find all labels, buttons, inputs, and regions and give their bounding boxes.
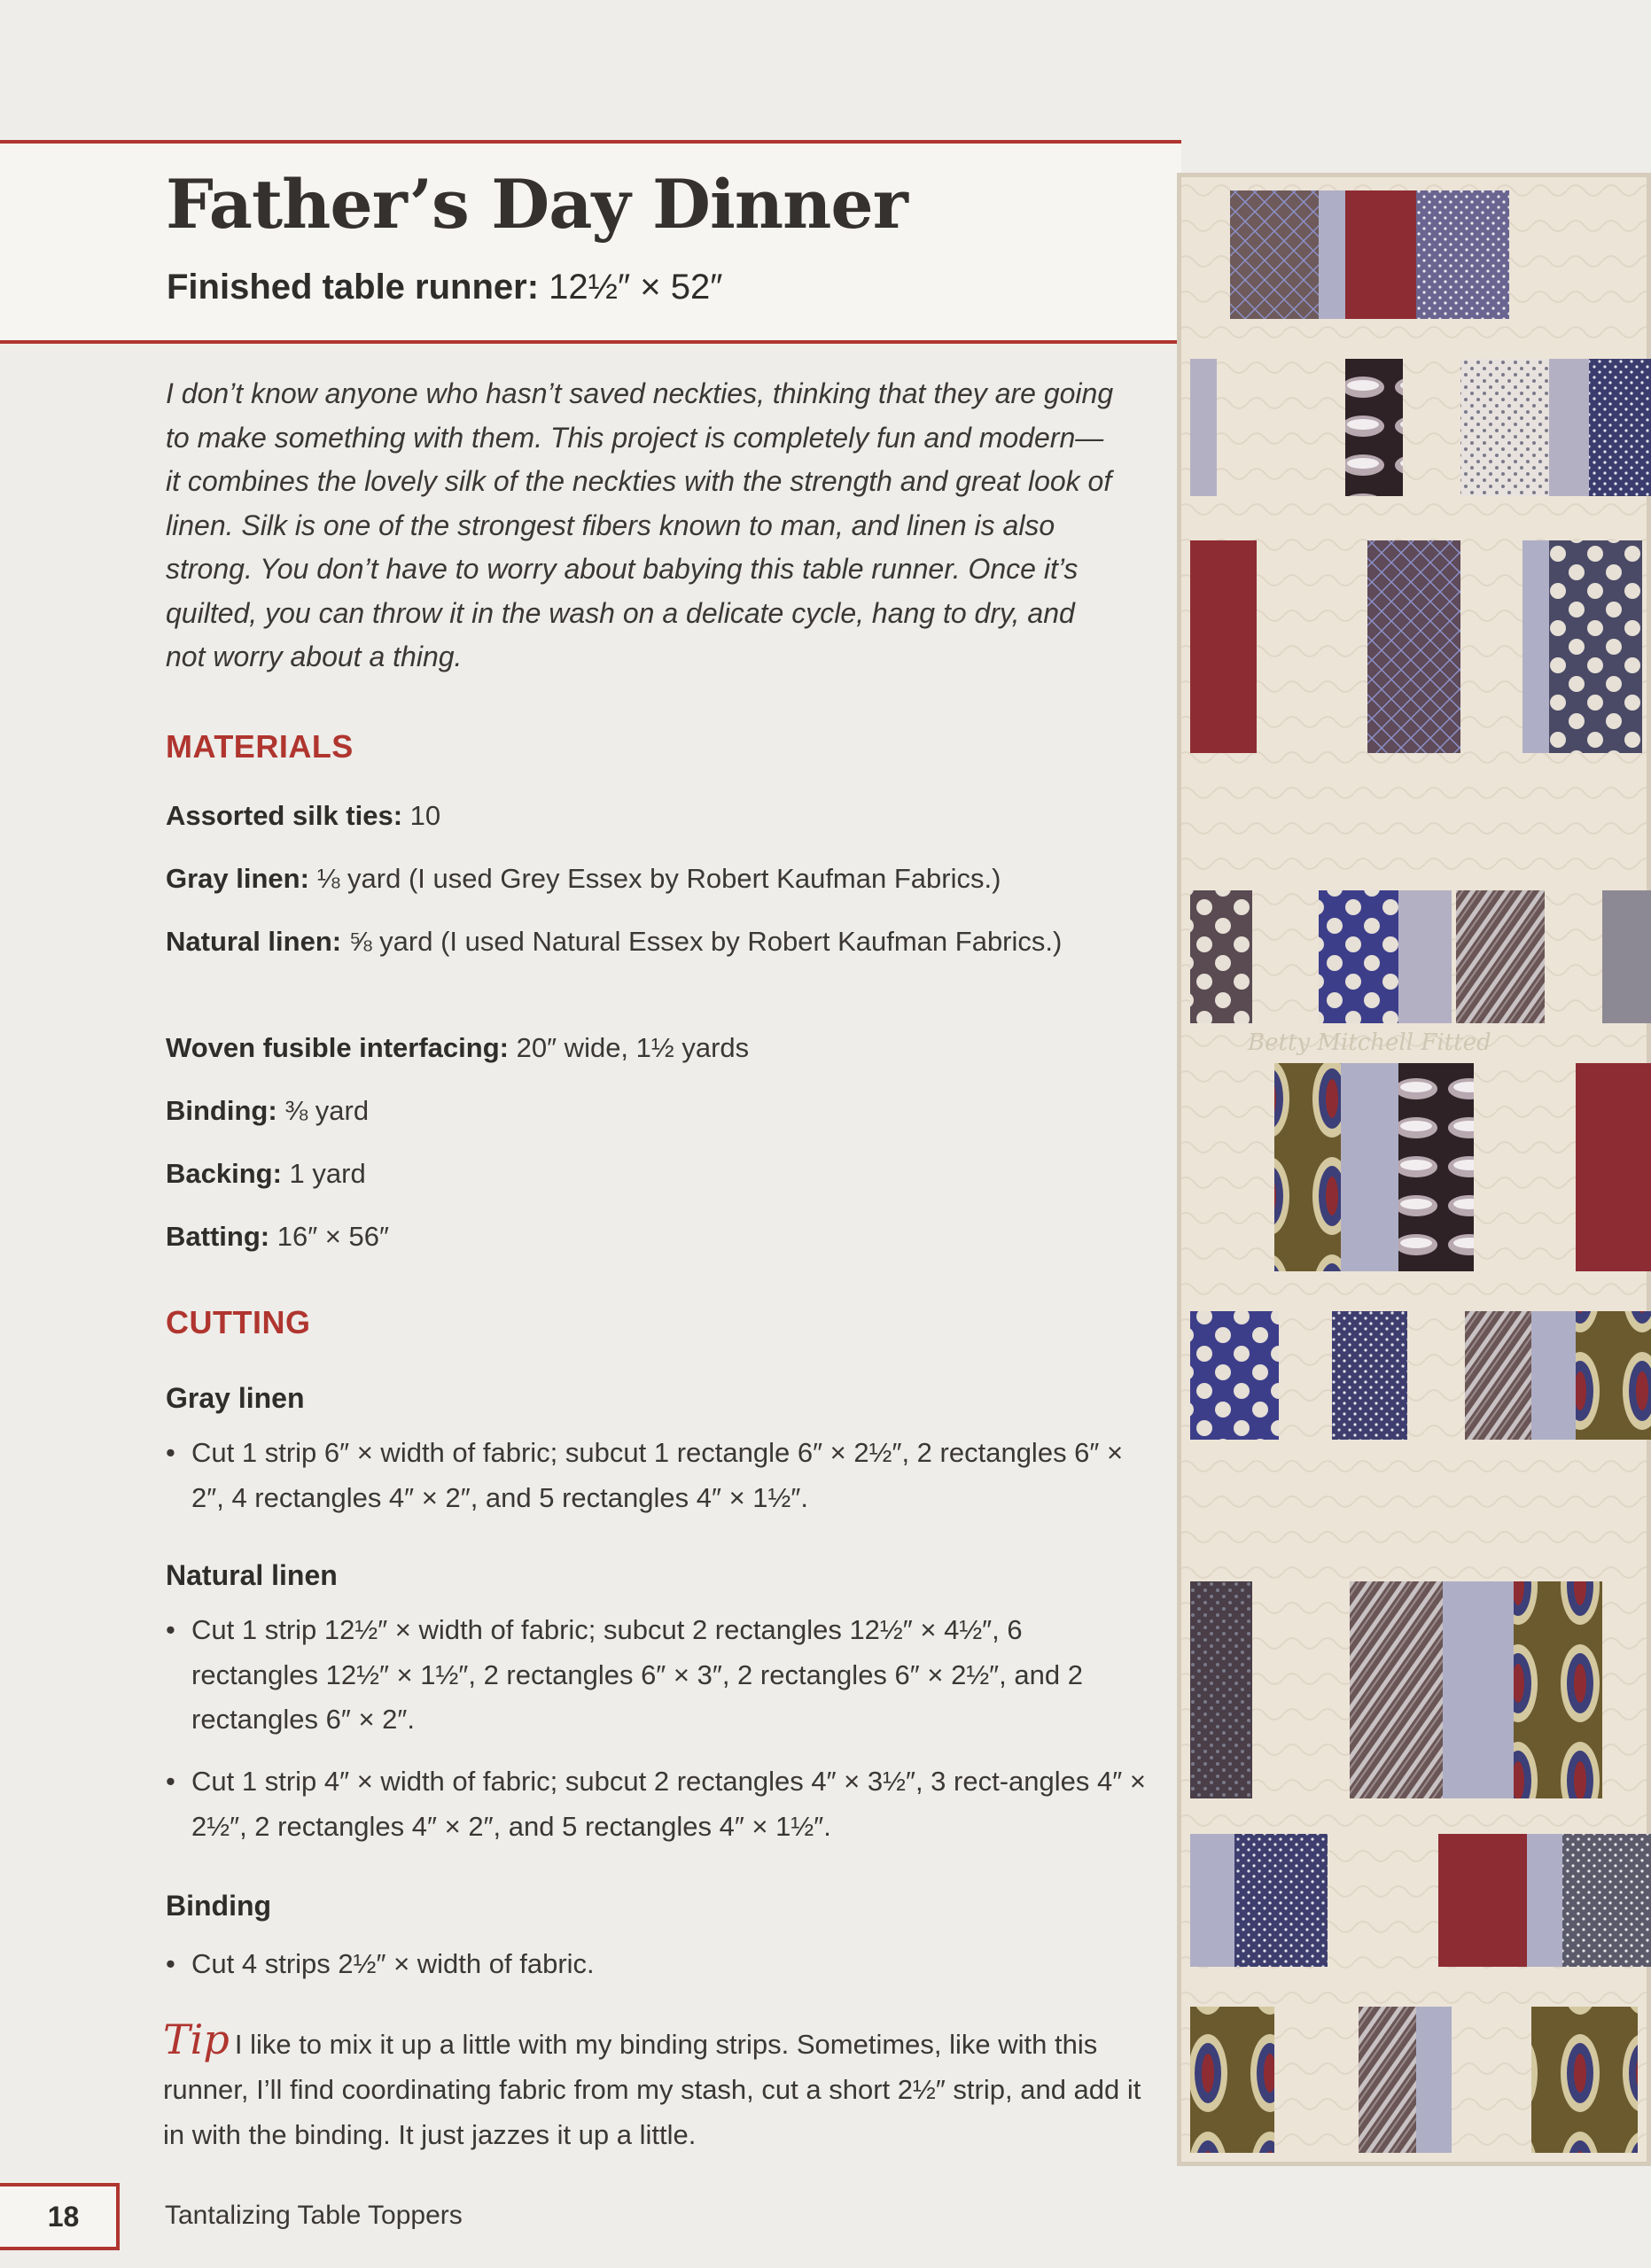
material-label: Gray linen:	[166, 863, 309, 894]
materials-heading: MATERIALS	[166, 728, 354, 765]
page-number: 18	[47, 2200, 80, 2233]
quilt-signature: Betty Mitchell Fitted	[1248, 1029, 1491, 1056]
material-item	[166, 1151, 1141, 1197]
material-label: Binding:	[166, 1095, 277, 1126]
finished-size-value: 12½″ × 52″	[549, 268, 723, 307]
material-label: Woven fusible interfacing:	[166, 1032, 509, 1063]
bullet-dot: •	[166, 1948, 175, 1979]
material-item	[166, 793, 1141, 839]
cutting-bullet	[166, 1759, 1149, 1849]
tip-text: I like to mix it up a little with my binding strips. Sometimes, like with this runner, I’ll find coordinating fabric from my stash, cut a short 2½″ strip, and add it in with the binding. It just jazzes it up a little.	[163, 2029, 1141, 2150]
quilt-row	[1190, 1581, 1602, 1798]
material-item	[166, 1088, 1141, 1134]
cutting-bullet	[166, 1431, 1149, 1520]
cutting-group-title: Natural linen	[166, 1559, 338, 1591]
bullet-text: Cut 1 strip 12½″ × width of fabric; subcut 2 rectangles 12½″ × 4½″, 6 rectangles 12½″ × 1½″, 2 rectangles 6″ × 3″, 2 rectangles 6″ × 2½″, and 2 rectangles 6″ × 2″.	[191, 1614, 1083, 1735]
finished-size-label: Finished table runner:	[167, 268, 540, 307]
finished-size	[167, 268, 722, 307]
page-number-box	[0, 2183, 120, 2250]
material-value: 1 yard	[289, 1158, 366, 1189]
bullet-text: Cut 1 strip 6″ × width of fabric; subcut 1 rectangle 6″ × 2½″, 2 rectangles 6″ × 2″, 4 rectangles 4″ × 2″, and 5 rectangles 4″ × 1½″.	[191, 1437, 1124, 1513]
material-value: 16″ × 56″	[276, 1221, 389, 1252]
cutting-bullet	[166, 1942, 1149, 1987]
bullet-dot: •	[166, 1614, 175, 1645]
material-item	[166, 919, 1070, 965]
material-value: ⅜ yard	[284, 1095, 370, 1126]
material-value: ⅛ yard (I used Grey Essex by Robert Kaufman Fabrics.)	[316, 863, 1001, 894]
material-label: Backing:	[166, 1158, 282, 1189]
material-value: 10	[409, 800, 441, 831]
material-item	[166, 1025, 1141, 1071]
cutting-group-title: Binding	[166, 1890, 272, 1922]
material-value: ⅝ yard (I used Natural Essex by Robert Kaufman Fabrics.)	[348, 926, 1063, 957]
cutting-group-title: Gray linen	[166, 1382, 305, 1414]
intro-paragraph: I don’t know anyone who hasn’t saved neckties, thinking that they are going to make something with them. This project is completely fun and modern—it combines the lovely silk of the neckties with the strength and great look of linen. Silk is one of the strongest fibers known to man, and linen is also strong. You don’t have to worry about babying this table runner. Once it’s quilted, you can throw it in the wash on a delicate cycle, hang to dry, and not worry about a thing.	[166, 377, 1114, 672]
bullet-dot: •	[166, 1766, 175, 1797]
page-title: Father’s Day Dinner	[166, 165, 907, 244]
cutting-heading: CUTTING	[166, 1304, 311, 1340]
bullet-text: Cut 4 strips 2½″ × width of fabric.	[191, 1948, 595, 1979]
tip-label: Tip	[163, 2016, 230, 2063]
tip-box	[163, 2016, 1147, 2157]
material-label: Natural linen:	[166, 926, 342, 957]
bullet-dot: •	[166, 1437, 175, 1468]
quilt-row	[1230, 190, 1509, 319]
cutting-bullet	[166, 1608, 1149, 1743]
material-item	[166, 856, 1141, 902]
material-label: Assorted silk ties:	[166, 800, 403, 831]
bullet-text: Cut 1 strip 4″ × width of fabric; subcut 2 rectangles 4″ × 3½″, 3 rect-angles 4″ × 2½″, 2 rectangles 4″ × 2″, and 5 rectangles 4″ × 1½″.	[191, 1766, 1146, 1842]
material-value: 20″ wide, 1½ yards	[516, 1032, 750, 1063]
quilt-row	[1274, 1063, 1651, 1271]
quilt-row	[1190, 2007, 1638, 2153]
material-label: Batting:	[166, 1221, 270, 1252]
material-item	[166, 1214, 1141, 1260]
book-title: Tantalizing Table Toppers	[165, 2201, 463, 2230]
quilt-photo	[1177, 173, 1651, 2166]
